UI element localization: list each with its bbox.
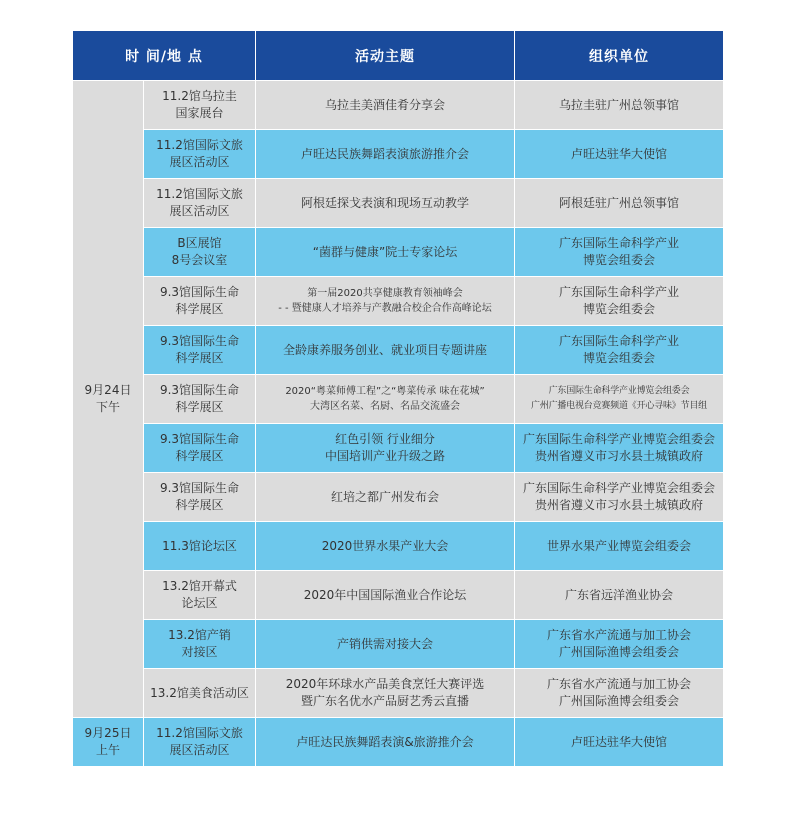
place-cell-line: 展区活动区 — [169, 204, 230, 218]
theme-cell-line: 产销供需对接大会 — [336, 636, 433, 651]
place-cell — [144, 81, 256, 130]
place-cell-line: 13.2馆开幕式 — [162, 579, 237, 593]
org-cell-line: 贵州省遵义市习水县土城镇政府 — [534, 498, 703, 512]
org-cell-line: 广东国际生命科学产业博览会组委会 — [522, 432, 715, 446]
org-cell — [515, 620, 724, 669]
theme-cell — [256, 375, 515, 424]
place-cell-line: 11.2馆国际文旅 — [156, 187, 243, 201]
theme-cell — [256, 277, 515, 326]
place-cell-line: 科学展区 — [175, 302, 224, 316]
place-cell-line: 展区活动区 — [169, 155, 230, 169]
theme-cell — [256, 620, 515, 669]
theme-cell-line: 暨广东名优水产品厨艺秀云直播 — [300, 694, 469, 708]
place-cell-line: 科学展区 — [175, 351, 224, 365]
theme-cell-line: 2020世界水果产业大会 — [321, 538, 449, 553]
place-cell-line: B区展馆 — [177, 236, 222, 250]
org-cell — [515, 473, 724, 522]
org-cell-line: 卢旺达驻华大使馆 — [570, 146, 667, 161]
org-cell — [515, 424, 724, 473]
org-cell-line: 乌拉圭驻广州总领事馆 — [558, 97, 679, 112]
org-cell — [515, 228, 724, 277]
theme-cell-line: 大湾区名菜、名厨、名品交流盛会 — [310, 401, 460, 412]
place-cell-line: 科学展区 — [175, 400, 224, 414]
theme-cell-line: 全龄康养服务创业、就业项目专题讲座 — [282, 342, 487, 357]
table-row — [73, 718, 724, 767]
theme-cell — [256, 571, 515, 620]
theme-cell-line: - - 暨健康人才培养与产教融合校企合作高峰论坛 — [278, 303, 492, 314]
place-cell — [144, 277, 256, 326]
place-cell-line: 科学展区 — [175, 498, 224, 512]
theme-cell-line: 第一届2020共享健康教育领袖峰会 — [307, 288, 463, 299]
table-row — [73, 522, 724, 571]
place-cell-line: 9.3馆国际生命 — [159, 481, 240, 495]
theme-cell — [256, 669, 515, 718]
table-row — [73, 473, 724, 522]
org-cell — [515, 81, 724, 130]
org-cell — [515, 669, 724, 718]
org-cell-line: 广州国际渔博会组委会 — [558, 694, 679, 708]
table-row — [73, 228, 724, 277]
table-row — [73, 424, 724, 473]
place-cell — [144, 718, 256, 767]
place-cell — [144, 179, 256, 228]
period-label: 下午 — [95, 400, 120, 414]
place-cell-line: 9.3馆国际生命 — [159, 334, 240, 348]
schedule-table — [72, 30, 724, 767]
table-row — [73, 326, 724, 375]
theme-cell-line: 红色引领 行业细分 — [335, 432, 435, 446]
theme-cell-line: 2020年环球水产品美食烹饪大赛评选 — [285, 677, 485, 691]
date-cell-day1 — [73, 81, 144, 718]
header-time-place: 时 间/地 点 — [73, 31, 256, 81]
header-org: 组织单位 — [515, 31, 724, 81]
theme-cell — [256, 179, 515, 228]
org-cell — [515, 522, 724, 571]
table-row — [73, 277, 724, 326]
place-cell-line: 9.3馆国际生命 — [159, 383, 240, 397]
org-cell — [515, 277, 724, 326]
org-cell-line: 广东国际生命科学产业博览会组委会 — [548, 386, 690, 396]
org-cell-line: 广东省远洋渔业协会 — [564, 587, 673, 602]
place-cell-line: 科学展区 — [175, 449, 224, 463]
theme-cell — [256, 473, 515, 522]
table-row — [73, 669, 724, 718]
theme-cell — [256, 228, 515, 277]
date-label: 9月24日 — [84, 383, 132, 397]
place-cell-line: 11.2馆国际文旅 — [156, 138, 243, 152]
theme-cell — [256, 424, 515, 473]
theme-cell — [256, 718, 515, 767]
place-cell — [144, 571, 256, 620]
theme-cell — [256, 81, 515, 130]
place-cell — [144, 424, 256, 473]
org-cell-line: 广东省水产流通与加工协会 — [546, 628, 691, 642]
table-row — [73, 620, 724, 669]
org-cell-line: 广州国际渔博会组委会 — [558, 645, 679, 659]
org-cell — [515, 179, 724, 228]
org-cell — [515, 718, 724, 767]
theme-cell-line: 卢旺达民族舞蹈表演旅游推介会 — [300, 146, 469, 161]
header-row — [73, 31, 724, 81]
org-cell-line: 世界水果产业博览会组委会 — [546, 538, 691, 553]
place-cell-line: 对接区 — [181, 645, 218, 659]
place-cell — [144, 620, 256, 669]
table-row — [73, 81, 724, 130]
org-cell — [515, 375, 724, 424]
header-theme: 活动主题 — [256, 31, 515, 81]
place-cell-line: 11.2馆乌拉圭 — [162, 89, 237, 103]
theme-cell-line: 2020年中国国际渔业合作论坛 — [303, 587, 467, 602]
place-cell-line: 展区活动区 — [169, 743, 230, 757]
place-cell — [144, 228, 256, 277]
period-label: 上午 — [95, 743, 120, 757]
org-cell-line: 贵州省遵义市习水县土城镇政府 — [534, 449, 703, 463]
org-cell-line: 广州广播电视台竞赛频道《开心寻味》节目组 — [530, 401, 707, 411]
place-cell — [144, 130, 256, 179]
theme-cell-line: 乌拉圭美酒佳肴分享会 — [324, 97, 445, 112]
place-cell-line: 9.3馆国际生命 — [159, 432, 240, 446]
place-cell-line: 国家展台 — [175, 106, 224, 120]
org-cell-line: 广东国际生命科学产业 — [558, 334, 679, 348]
date-label: 9月25日 — [84, 726, 132, 740]
schedule-body — [73, 81, 724, 767]
table-row — [73, 179, 724, 228]
place-cell-line: 11.3馆论坛区 — [162, 538, 237, 553]
org-cell-line: 博览会组委会 — [582, 253, 655, 267]
org-cell-line: 广东国际生命科学产业 — [558, 236, 679, 250]
theme-cell-line: “菌群与健康”院士专家论坛 — [312, 244, 458, 259]
theme-cell-line: 阿根廷探戈表演和现场互动教学 — [300, 195, 469, 210]
place-cell — [144, 375, 256, 424]
theme-cell — [256, 130, 515, 179]
table-row — [73, 130, 724, 179]
org-cell — [515, 326, 724, 375]
place-cell-line: 13.2馆美食活动区 — [150, 685, 249, 700]
org-cell — [515, 571, 724, 620]
theme-cell — [256, 326, 515, 375]
org-cell-line: 广东国际生命科学产业 — [558, 285, 679, 299]
org-cell — [515, 130, 724, 179]
place-cell-line: 8号会议室 — [171, 253, 228, 267]
place-cell — [144, 522, 256, 571]
date-cell-day2 — [73, 718, 144, 767]
table-row — [73, 571, 724, 620]
theme-cell — [256, 522, 515, 571]
org-cell-line: 卢旺达驻华大使馆 — [570, 734, 667, 749]
place-cell-line: 论坛区 — [181, 596, 218, 610]
theme-cell-line: 红培之都广州发布会 — [330, 489, 439, 504]
org-cell-line: 广东国际生命科学产业博览会组委会 — [522, 481, 715, 495]
place-cell-line: 11.2馆国际文旅 — [156, 726, 243, 740]
theme-cell-line: 中国培训产业升级之路 — [324, 449, 445, 463]
place-cell-line: 9.3馆国际生命 — [159, 285, 240, 299]
org-cell-line: 博览会组委会 — [582, 351, 655, 365]
org-cell-line: 阿根廷驻广州总领事馆 — [558, 195, 679, 210]
place-cell — [144, 669, 256, 718]
place-cell — [144, 473, 256, 522]
org-cell-line: 广东省水产流通与加工协会 — [546, 677, 691, 691]
place-cell-line: 13.2馆产销 — [168, 628, 231, 642]
theme-cell-line: 2020“粤菜师傅工程”之“粤菜传承 味在花城” — [285, 386, 485, 397]
table-row — [73, 375, 724, 424]
place-cell — [144, 326, 256, 375]
org-cell-line: 博览会组委会 — [582, 302, 655, 316]
theme-cell-line: 卢旺达民族舞蹈表演&旅游推介会 — [296, 734, 474, 749]
